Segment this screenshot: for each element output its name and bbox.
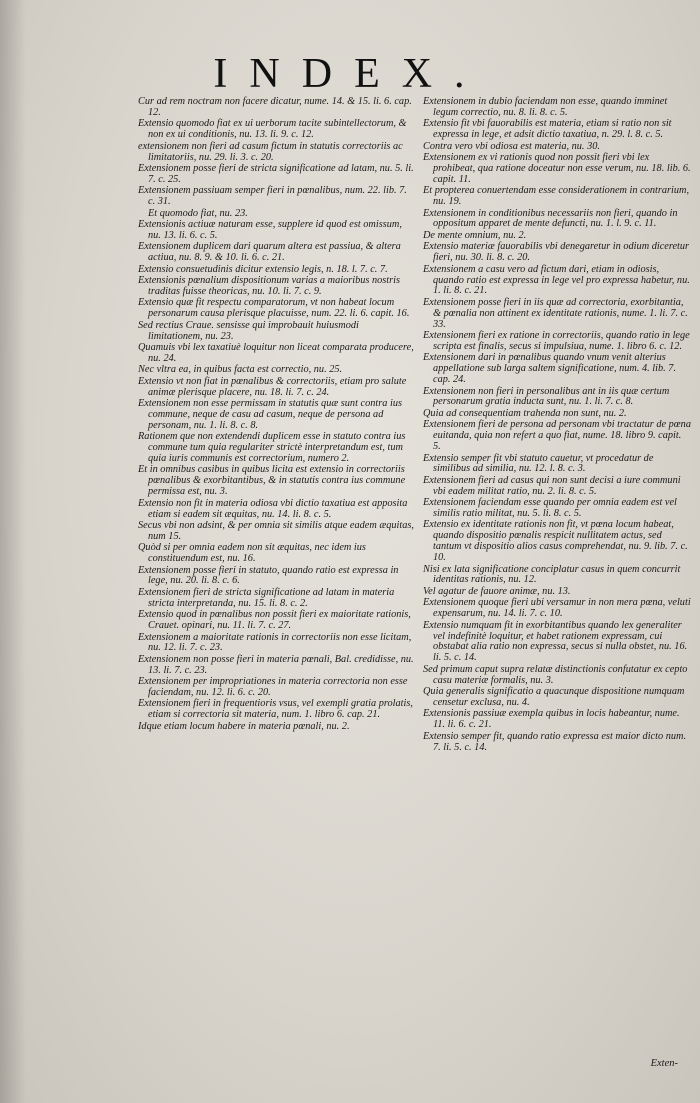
index-entry: Extensio non fit in materia odiosa vbi dictio taxatiua est apposita etiam si eadem sit æquitas, nu. 14. li. 8. c. 5. <box>138 497 408 520</box>
page-gutter-shadow <box>0 0 26 1103</box>
index-entry: Extensio semper fit, quando ratio expressa est maior dicto num. 7. li. 5. c. 14. <box>423 730 687 753</box>
index-entry: Extensionis passiuæ exempla quibus in locis habeantur, nume. 11. li. 6. c. 21. <box>423 708 680 731</box>
index-entry: Extensionem in conditionibus necessariis non fieri, quando in oppositum apparet de mente defuncti, nu. 1. l. 9. c. 11. <box>423 207 678 230</box>
index-entry: Extensionem dari in pœnalibus quando vnum venit alterius appellatione sub larga saltem significatione, num. 4. lib. 7. cap. 24. <box>423 352 677 386</box>
catchword: Exten- <box>650 1058 678 1069</box>
index-entry: Extensionem fieri ad casus qui non sunt decisi a iure communi vbi eadem militat ratio, nu. 2. li. 8. c. 5. <box>423 474 681 497</box>
index-entry: Extensionem posse fieri in iis quæ ad correctoria, exorbitantia, & pœnalia non attinent ex identitate rationis, nume. 1. li. 7. c. 33. <box>423 296 688 330</box>
index-entry: Extensio ex identitate rationis non fit, vt pœna locum habeat, quando dispositio pœnalis respicit nullitatem actus, sed tantum vt dispositio alios casus comprehendat, nu. 9. lib. 7. c. 10. <box>423 519 688 564</box>
index-entry: Extensionem fieri de persona ad personam vbi tractatur de pœna euitanda, quia non refert a quo fiat, nume. 18. libro 9. capit. 5. <box>423 419 691 453</box>
index-entry: Extensio numquam fit in exorbitantibus quando lex generaliter vel indefinitè loquitur, et habet rationem expressam, cui obstabat alia ratio non expressa, secus si nulla obstet, nu. 16. li. 5. c. 14. <box>423 619 688 664</box>
right-index-column <box>423 97 691 754</box>
index-entry: Extensionem non posse fieri in materia pœnali, Bal. credidisse, nu. 13. li. 7. c. 23. <box>138 653 414 676</box>
index-entry: Extensionem ex vi rationis quod non possit fieri vbi lex prohibeat, qua ratione doceatur non esse verum, nu. 18. lib. 6. capit. 11. <box>423 152 691 185</box>
index-entry: Extensionem in dubio faciendam non esse, quando imminet legum correctio, nu. 8. li. 8. c. 5. <box>423 96 668 118</box>
index-entry: Extensio semper fit vbi statuto cauetur, vt procedatur de similibus ad similia, nu. 12. l. 8. c. 3. <box>423 452 654 475</box>
index-entry: Extensionis actiuæ naturam esse, supplere id quod est omissum, nu. 13. li. 6. c. 5. <box>138 218 402 241</box>
index-entry: Nec vltra ea, in quibus facta est correctio, nu. 25. <box>138 364 343 376</box>
index-entry: Secus vbi non adsint, & per omnia sit similis atque eadem æquitas, num 15. <box>138 519 414 542</box>
index-entry: Extensio quæ fit respectu comparatorum, vt non habeat locum personarum causa plerisque placuisse, num. 22. li. 6. capit. 16. <box>138 297 410 320</box>
index-entry: Nisi ex lata significatione conciplatur casus in quem concurrit identitas rationis, nu. 12. <box>423 563 681 586</box>
index-entry: Extensionem per impropriationes in materia correctoria non esse faciendam, nu. 12. li. 6. c. 20. <box>138 676 408 699</box>
index-entry: Contra vero vbi odiosa est materia, nu. 30. <box>423 140 600 152</box>
index-entry: Extensio consuetudinis dicitur extensio legis, n. 18. l. 7. c. 7. <box>138 263 388 275</box>
index-entry: Extensio vt non fiat in pœnalibus & correctoriis, etiam pro salute animæ plerisque placere, nu. 18. li. 7. c. 24. <box>138 375 407 398</box>
index-entry: Quòd si per omnia eadem non sit æquitas, nec idem ius constituendum est, nu. 16. <box>138 542 366 565</box>
index-entry: Vel agatur de fauore animæ, nu. 13. <box>423 585 571 597</box>
index-entry: Extensio fit vbi fauorabilis est materia, etiam si ratio non sit expressa in lege, et adsit dictio taxatiua, n. 29. l. 8. c. 5. <box>423 118 672 141</box>
index-entry: Extensio quod in pœnalibus non possit fieri ex maioritate rationis, Crauet. opinari, nu. 11. li. 7. c. 27. <box>138 609 411 632</box>
index-entry: Et quomodo fiat, nu. 23. <box>148 207 248 219</box>
index-entry: Extensionem duplicem dari quarum altera est passiua, & altera actiua, nu. 8. 9. & 10. li. 6. c. 21. <box>138 241 401 264</box>
index-entry: Sed rectius Craue. sensisse qui improbauit huiusmodi limitationem, nu. 23. <box>138 319 359 342</box>
index-entry: Extensionem fieri ex ratione in correctoriis, quando ratio in lege scripta est finalis, secus si impulsiua, nume. 1. libro 6. c. 12. <box>423 330 690 352</box>
index-entry: Idque etiam locum habere in materia pœnali, nu. 2. <box>138 720 350 732</box>
index-entry: Quia ad consequentiam trahenda non sunt, nu. 2. <box>423 407 627 419</box>
index-entry: Extensionem posse fieri in statuto, quando ratio est expressa in lege, nu. 20. li. 8. c. 6. <box>138 564 399 587</box>
index-entry: Extensionem non esse permissam in statutis quæ sunt contra ius commune, neque de casu ad casum, neque de persona ad personam, nu. 1. li. 8. c. 8. <box>138 397 402 431</box>
index-entry: Extensionis pœnalium dispositionum varias a maioribus nostris traditas fuisse theoricas, nu. 10. li. 7. c. 9. <box>138 275 401 297</box>
index-entry: Extensionem a casu vero ad fictum dari, etiam in odiosis, quando ratio est expressa in lege vel pro expressa habetur, nu. 1. li. 8. c. 21. <box>423 263 690 297</box>
index-entry: Et propterea conuertendam esse considerationem in contrarium, nu. 19. <box>423 185 690 208</box>
index-entry: Quamuis vbi lex taxatiuè loquitur non liceat comparata producere, nu. 24. <box>138 341 414 364</box>
index-entry: Extensionem fieri in frequentioris vsus, vel exempli gratia prolatis, etiam si correctoria sit materia, num. 1. libro 6. cap. 21. <box>138 698 413 721</box>
index-entry: Extensionem fieri de stricta significatione ad latam in materia stricta interpretanda, nu. 15. li. 8. c. 2. <box>138 586 395 609</box>
index-entry: Extensionem quoque fieri ubi versamur in non mera pœna, veluti expensarum, nu. 14. li. 7. c. 10. <box>423 597 691 620</box>
index-entry: Et in omnibus casibus in quibus licita est extensio in correctoriis pœnalibus & exorbitantibus, & in statutis contra ius commune permissa est, nu. 3. <box>138 464 406 498</box>
index-entry: Rationem que non extendendi duplicem esse in statuto contra ius commune tum quia regulariter strictè interpretandum est, tum quia iuris communis est correctorium, numero 2. <box>138 431 406 464</box>
index-entry: Extensionem faciendam esse quando per omnia eadem est vel similis ratio militat, nu. 5. li. 8. c. 5. <box>423 497 677 520</box>
index-entry: Extensionem posse fieri de stricta significatione ad latam, nu. 5. li. 7. c. 25. <box>138 162 414 185</box>
index-entry: Extensionem non fieri in personalibus ant in iis quæ certum personarum gratia inducta sunt, nu. 1. li. 7. c. 8. <box>423 385 670 408</box>
index-entry: Extensionem a maioritate rationis in correctoriis non esse licitam, nu. 12. li. 7. c. 23. <box>138 631 412 654</box>
index-entry: Extensio materiæ fauorabilis vbi denegaretur in odium diceretur fieri, nu. 30. li. 8. c. 20. <box>423 241 690 264</box>
index-entry: extensionem non fieri ad casum fictum in statutis correctoriis ac limitatoriis, nu. 29. li. 3. c. 20. <box>138 140 403 163</box>
left-index-column <box>138 97 414 733</box>
index-entry: Extensionem passiuam semper fieri in pœnalibus, num. 22. lib. 7. c. 31. <box>138 185 407 208</box>
index-entry: De mente omnium, nu. 2. <box>423 229 527 241</box>
index-entry: Sed primum caput supra relatæ distinctionis confutatur ex cepto casu materiæ formalis, nu. 3. <box>423 663 688 686</box>
index-entry: Quia generalis significatio a quacunque dispositione numquam censetur exclusa, nu. 4. <box>423 686 685 708</box>
index-entry: Extensio quomodo fiat ex ui uerborum tacite subintellectorum, & non ex ui conditionis, nu. 13. li. 9. c. 12. <box>138 118 407 141</box>
index-entry: Cur ad rem noctram non facere dicatur, nume. 14. & 15. li. 6. cap. 12. <box>138 96 412 118</box>
page-title: INDEX. <box>213 51 487 97</box>
